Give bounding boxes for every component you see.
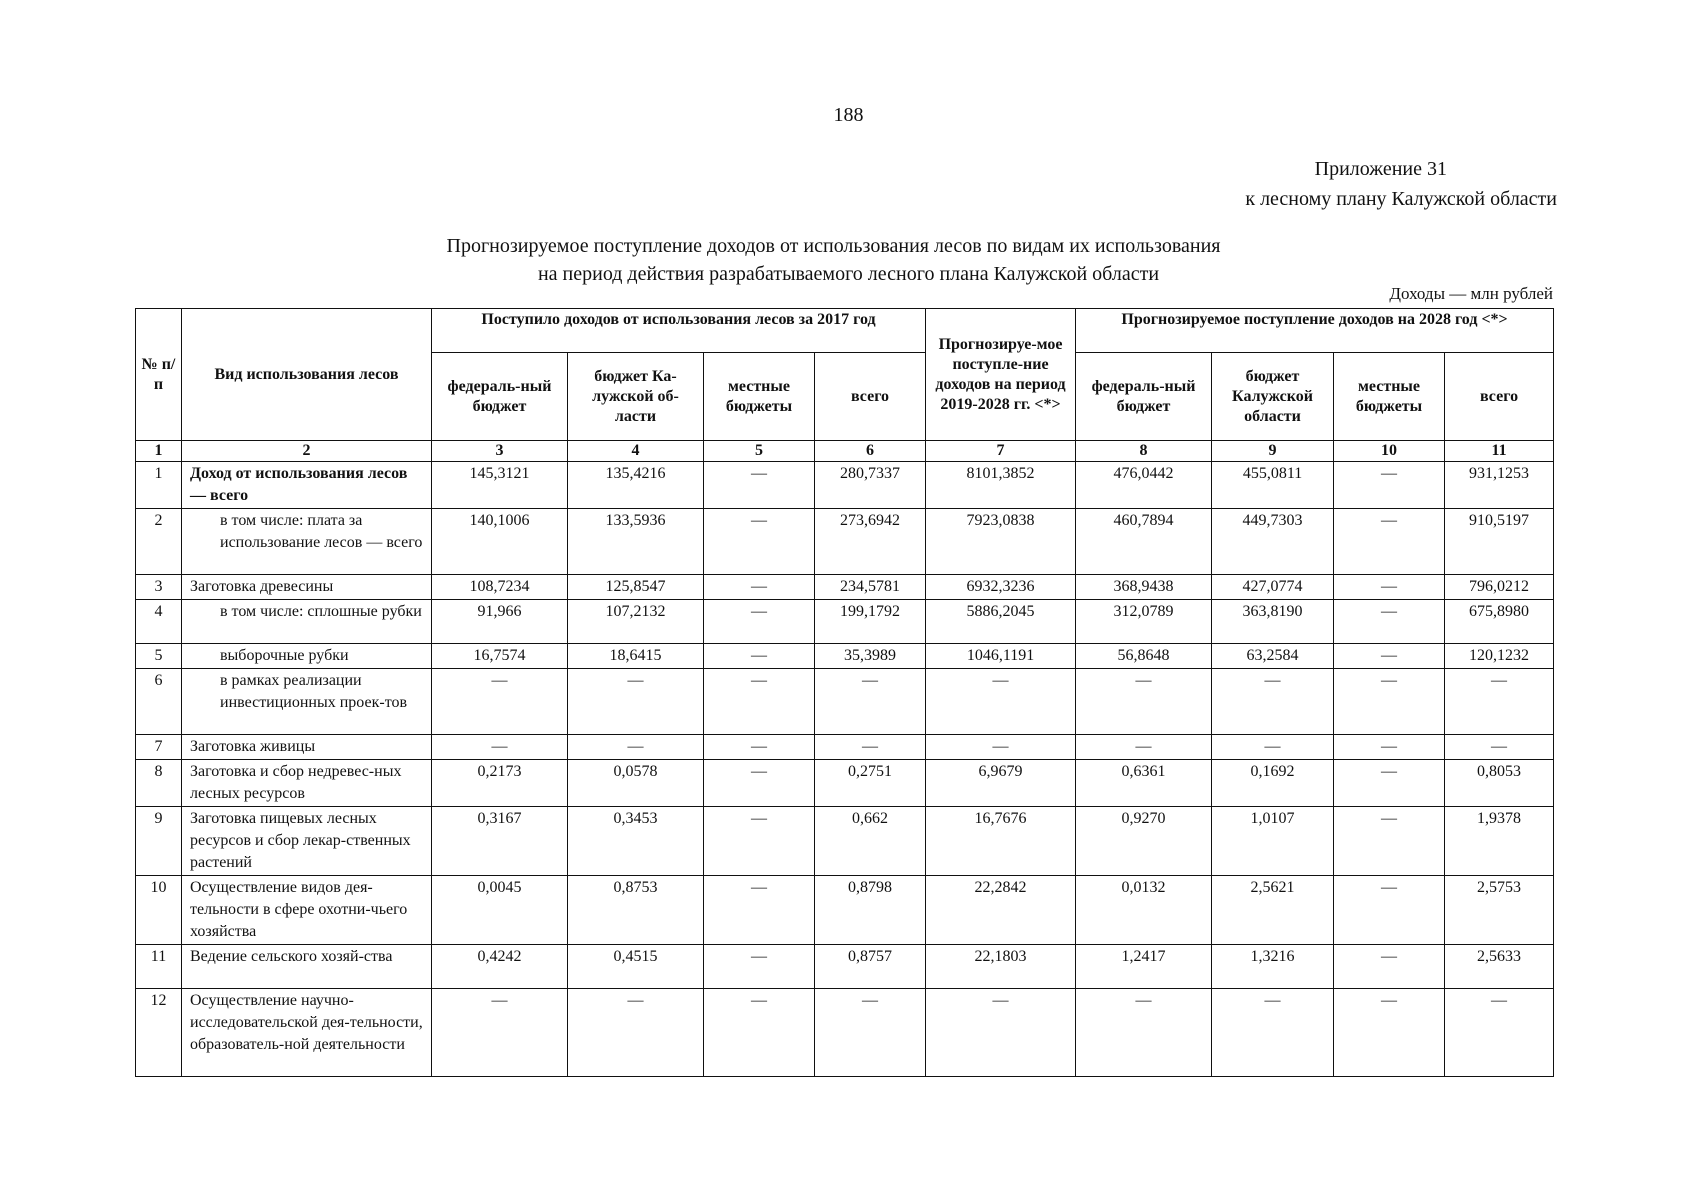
row-value-col-4: 135,4216 — [568, 462, 704, 509]
header-2028-regional: бюджет Калужской области — [1212, 353, 1334, 441]
row-value-col-3: 16,7574 — [432, 644, 568, 669]
row-value-col-5: — — [704, 760, 815, 807]
row-value-col-8: — — [1076, 669, 1212, 735]
row-value-col-10: — — [1334, 600, 1445, 644]
header-group-2017: Поступило доходов от использования лесов за 2017 год — [432, 309, 926, 353]
row-value-col-7: 1046,1191 — [926, 644, 1076, 669]
row-value-col-6: 0,662 — [815, 807, 926, 876]
row-value-col-9: 63,2584 — [1212, 644, 1334, 669]
table-row — [136, 462, 1554, 509]
row-number: 7 — [136, 735, 182, 760]
row-value-col-4: 0,3453 — [568, 807, 704, 876]
row-value-col-4: 0,8753 — [568, 876, 704, 945]
row-usage-kind: выборочные рубки — [182, 644, 432, 669]
row-number: 11 — [136, 945, 182, 989]
header-forecast-period: Прогнозируе-мое поступле-ние доходов на период 2019-2028 гг. <*> — [926, 309, 1076, 441]
row-value-col-7: 7923,0838 — [926, 509, 1076, 575]
row-value-col-9: 363,8190 — [1212, 600, 1334, 644]
row-value-col-6: 35,3989 — [815, 644, 926, 669]
row-value-col-5: — — [704, 735, 815, 760]
header-row-1 — [136, 309, 1554, 353]
row-value-col-11: 120,1232 — [1445, 644, 1554, 669]
row-value-col-8: — — [1076, 735, 1212, 760]
row-value-col-7: 5886,2045 — [926, 600, 1076, 644]
row-value-col-11: — — [1445, 735, 1554, 760]
row-value-col-11: 2,5753 — [1445, 876, 1554, 945]
row-value-col-5: — — [704, 644, 815, 669]
row-value-col-6: 0,2751 — [815, 760, 926, 807]
row-value-col-7: — — [926, 735, 1076, 760]
row-value-col-6: 0,8798 — [815, 876, 926, 945]
row-value-col-8: 476,0442 — [1076, 462, 1212, 509]
row-value-col-7: 6,9679 — [926, 760, 1076, 807]
row-value-col-7: 8101,3852 — [926, 462, 1076, 509]
row-value-col-9: 455,0811 — [1212, 462, 1334, 509]
row-value-col-8: 0,6361 — [1076, 760, 1212, 807]
column-number: 6 — [815, 441, 926, 462]
table-row — [136, 644, 1554, 669]
row-value-col-3: 140,1006 — [432, 509, 568, 575]
row-value-col-3: 0,3167 — [432, 807, 568, 876]
column-number: 8 — [1076, 441, 1212, 462]
row-value-col-3: — — [432, 669, 568, 735]
row-value-col-4: 18,6415 — [568, 644, 704, 669]
row-usage-kind: Осуществление видов дея-тельности в сфере охотни-чьего хозяйства — [182, 876, 432, 945]
row-value-col-10: — — [1334, 807, 1445, 876]
row-value-col-10: — — [1334, 575, 1445, 600]
appendix-subtitle: к лесному плану Калужской области — [1245, 188, 1557, 210]
row-value-col-10: — — [1334, 760, 1445, 807]
row-usage-kind: в том числе: плата за использование лесов — всего — [182, 509, 432, 575]
row-value-col-11: 2,5633 — [1445, 945, 1554, 989]
row-usage-kind: Ведение сельского хозяй-ства — [182, 945, 432, 989]
row-value-col-10: — — [1334, 669, 1445, 735]
column-number: 3 — [432, 441, 568, 462]
document-title-line-2: на период действия разрабатываемого лесного плана Калужской области — [537, 263, 1160, 285]
row-number: 4 — [136, 600, 182, 644]
table-row — [136, 575, 1554, 600]
row-value-col-6: 273,6942 — [815, 509, 926, 575]
row-value-col-6: 234,5781 — [815, 575, 926, 600]
row-value-col-3: 91,966 — [432, 600, 568, 644]
row-value-col-10: — — [1334, 876, 1445, 945]
row-usage-kind: Доход от использования лесов — всего — [182, 462, 432, 509]
table-body — [136, 462, 1554, 1077]
row-value-col-4: — — [568, 989, 704, 1077]
row-value-col-4: 0,0578 — [568, 760, 704, 807]
row-value-col-3: 0,4242 — [432, 945, 568, 989]
row-value-col-9: 1,0107 — [1212, 807, 1334, 876]
table-row — [136, 600, 1554, 644]
row-number: 8 — [136, 760, 182, 807]
row-value-col-9: — — [1212, 735, 1334, 760]
header-kind: Вид использования лесов — [182, 309, 432, 441]
column-number: 10 — [1334, 441, 1445, 462]
column-number: 11 — [1445, 441, 1554, 462]
row-number: 12 — [136, 989, 182, 1077]
row-value-col-8: — — [1076, 989, 1212, 1077]
revenue-table — [135, 308, 1554, 1077]
row-value-col-9: 449,7303 — [1212, 509, 1334, 575]
row-value-col-10: — — [1334, 945, 1445, 989]
row-value-col-8: 0,9270 — [1076, 807, 1212, 876]
header-group-2028: Прогнозируемое поступление доходов на 2028 год <*> — [1076, 309, 1554, 353]
row-value-col-10: — — [1334, 989, 1445, 1077]
column-number: 2 — [182, 441, 432, 462]
row-value-col-8: 460,7894 — [1076, 509, 1212, 575]
row-number: 3 — [136, 575, 182, 600]
column-numbers-row — [136, 441, 1554, 462]
row-value-col-5: — — [704, 876, 815, 945]
row-value-col-7: 22,1803 — [926, 945, 1076, 989]
document-title — [0, 232, 1697, 288]
row-value-col-9: — — [1212, 989, 1334, 1077]
table-row — [136, 735, 1554, 760]
row-value-col-4: — — [568, 669, 704, 735]
header-2017-total: всего — [815, 353, 926, 441]
row-value-col-11: 910,5197 — [1445, 509, 1554, 575]
row-number: 9 — [136, 807, 182, 876]
row-usage-kind: Заготовка пищевых лесных ресурсов и сбор лекар-ственных растений — [182, 807, 432, 876]
header-2017-federal: федераль-ный бюджет — [432, 353, 568, 441]
table-row — [136, 876, 1554, 945]
row-value-col-9: 1,3216 — [1212, 945, 1334, 989]
table-row — [136, 669, 1554, 735]
row-value-col-9: 2,5621 — [1212, 876, 1334, 945]
row-value-col-5: — — [704, 509, 815, 575]
row-value-col-7: — — [926, 669, 1076, 735]
row-usage-kind: Заготовка и сбор недревес-ных лесных ресурсов — [182, 760, 432, 807]
row-value-col-10: — — [1334, 509, 1445, 575]
header-2028-local: местные бюджеты — [1334, 353, 1445, 441]
table-row — [136, 807, 1554, 876]
row-value-col-3: 0,0045 — [432, 876, 568, 945]
row-usage-kind: Заготовка древесины — [182, 575, 432, 600]
appendix-note — [1245, 154, 1557, 214]
row-usage-kind: Заготовка живицы — [182, 735, 432, 760]
header-2017-regional: бюджет Ка-лужской об-ласти — [568, 353, 704, 441]
header-2028-total: всего — [1445, 353, 1554, 441]
row-value-col-7: 6932,3236 — [926, 575, 1076, 600]
row-number: 5 — [136, 644, 182, 669]
row-value-col-5: — — [704, 945, 815, 989]
row-value-col-4: 0,4515 — [568, 945, 704, 989]
row-value-col-6: 199,1792 — [815, 600, 926, 644]
column-number: 4 — [568, 441, 704, 462]
row-value-col-5: — — [704, 669, 815, 735]
row-value-col-8: 368,9438 — [1076, 575, 1212, 600]
table-row — [136, 509, 1554, 575]
row-value-col-8: 0,0132 — [1076, 876, 1212, 945]
row-value-col-4: — — [568, 735, 704, 760]
column-number: 7 — [926, 441, 1076, 462]
header-no: № п/п — [136, 309, 182, 441]
row-number: 6 — [136, 669, 182, 735]
row-value-col-8: 1,2417 — [1076, 945, 1212, 989]
row-value-col-11: — — [1445, 989, 1554, 1077]
row-value-col-11: 796,0212 — [1445, 575, 1554, 600]
row-value-col-10: — — [1334, 644, 1445, 669]
row-value-col-6: — — [815, 669, 926, 735]
row-value-col-5: — — [704, 462, 815, 509]
column-number: 9 — [1212, 441, 1334, 462]
row-value-col-4: 133,5936 — [568, 509, 704, 575]
row-value-col-3: 108,7234 — [432, 575, 568, 600]
appendix-title: Приложение 31 — [1314, 158, 1447, 180]
row-value-col-8: 56,8648 — [1076, 644, 1212, 669]
row-value-col-6: 280,7337 — [815, 462, 926, 509]
table-row — [136, 945, 1554, 989]
header-2028-federal: федераль-ный бюджет — [1076, 353, 1212, 441]
table-row — [136, 989, 1554, 1077]
row-value-col-3: — — [432, 735, 568, 760]
row-value-col-3: 145,3121 — [432, 462, 568, 509]
row-value-col-3: — — [432, 989, 568, 1077]
row-value-col-5: — — [704, 575, 815, 600]
row-value-col-6: 0,8757 — [815, 945, 926, 989]
row-value-col-10: — — [1334, 462, 1445, 509]
row-value-col-9: 427,0774 — [1212, 575, 1334, 600]
row-value-col-6: — — [815, 989, 926, 1077]
table-row — [136, 760, 1554, 807]
row-value-col-5: — — [704, 989, 815, 1077]
row-value-col-4: 107,2132 — [568, 600, 704, 644]
column-number: 1 — [136, 441, 182, 462]
row-usage-kind: Осуществление научно-исследовательской дея-тельности, образователь-ной деятельности — [182, 989, 432, 1077]
column-number: 5 — [704, 441, 815, 462]
row-value-col-11: 0,8053 — [1445, 760, 1554, 807]
row-value-col-8: 312,0789 — [1076, 600, 1212, 644]
header-2017-local: местные бюджеты — [704, 353, 815, 441]
row-value-col-6: — — [815, 735, 926, 760]
document-title-line-1: Прогнозируемое поступление доходов от использования лесов по видам их использования — [446, 235, 1221, 257]
row-value-col-3: 0,2173 — [432, 760, 568, 807]
units-note: Доходы — млн рублей — [1389, 284, 1553, 303]
row-value-col-7: 22,2842 — [926, 876, 1076, 945]
row-value-col-9: — — [1212, 669, 1334, 735]
row-value-col-10: — — [1334, 735, 1445, 760]
row-value-col-9: 0,1692 — [1212, 760, 1334, 807]
row-usage-kind: в рамках реализации инвестиционных проек-тов — [182, 669, 432, 735]
row-usage-kind: в том числе: сплошные рубки — [182, 600, 432, 644]
row-number: 10 — [136, 876, 182, 945]
page-number: 188 — [833, 104, 864, 126]
row-value-col-11: 931,1253 — [1445, 462, 1554, 509]
row-value-col-11: 1,9378 — [1445, 807, 1554, 876]
row-value-col-5: — — [704, 600, 815, 644]
row-value-col-7: 16,7676 — [926, 807, 1076, 876]
row-number: 2 — [136, 509, 182, 575]
row-value-col-4: 125,8547 — [568, 575, 704, 600]
row-value-col-11: 675,8980 — [1445, 600, 1554, 644]
row-value-col-5: — — [704, 807, 815, 876]
row-value-col-7: — — [926, 989, 1076, 1077]
row-number: 1 — [136, 462, 182, 509]
row-value-col-11: — — [1445, 669, 1554, 735]
